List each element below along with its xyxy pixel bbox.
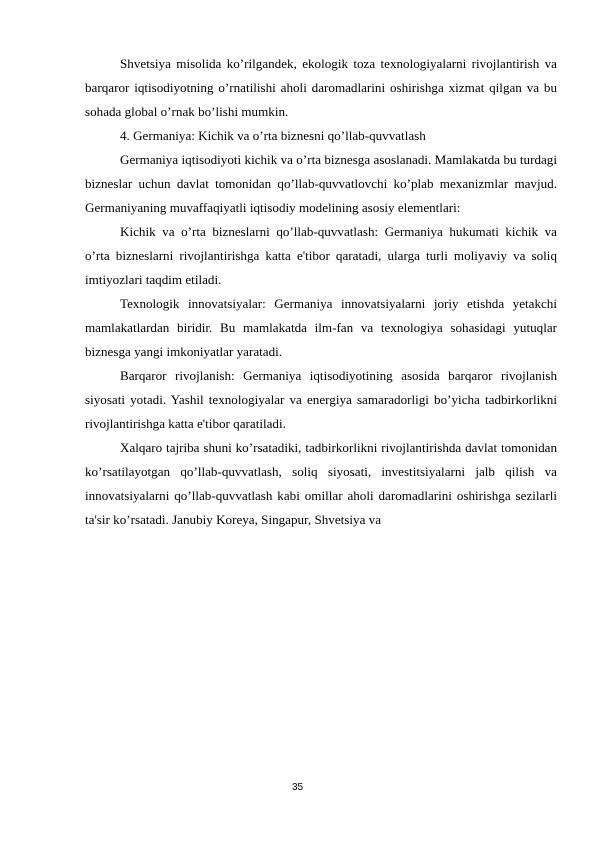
paragraph-sme-support: Kichik va o’rta bizneslarni qo’llab-quvvatlash: Germaniya hukumati kichik va o’rta bizneslarni rivojlantirishga katta e'tibor qaratadi, ularga turli moliyaviy va soliq imtiyozlari taqdim etiladi. bbox=[85, 224, 557, 287]
page-number: 35 bbox=[291, 782, 304, 793]
paragraph-sweden-conclusion: Shvetsiya misolida ko’rilgandek, ekologik toza texnologiyalarni rivojlantirish va barqaror iqtisodiyotning o’rnatilishi aholi daromadlarini oshirishga xizmat qilgan va bu sohada global o’rnak bo’lishi mumkin. bbox=[85, 56, 557, 119]
paragraph-tech-innovation: Texnologik innovatsiyalar: Germaniya innovatsiyalarni joriy etishda yetakchi mamlakatlardan biridir. Bu mamlakatda ilm-fan va texnologiya sohasidagi yutuqlar biznesga yangi imkoniyatlar yaratadi. bbox=[85, 296, 557, 359]
body-text bbox=[85, 52, 557, 532]
paragraph-sustainable-development: Barqaror rivojlanish: Germaniya iqtisodiyotining asosida barqaror rivojlanish siyosati yotadi. Yashil texnologiyalar va energiya samaradorligi bo’yicha tadbirkorlikni rivojlantirishga katta e'tibor qaratiladi. bbox=[85, 368, 557, 431]
paragraph-international-experience: Xalqaro tajriba shuni ko’rsatadiki, tadbirkorlikni rivojlantirishda davlat tomonidan ko’rsatilayotgan qo’llab-quvvatlash, soliq siyosati, investitsiyalarni jalb qilish va innovatsiyalarni qo’llab-quvvatlash kabi omillar aholi daromadlarini oshirishga sezilarli ta'sir ko’rsatadi. Janubiy Koreya, Singapur, Shvetsiya va bbox=[85, 440, 557, 527]
section-heading-germany: 4. Germaniya: Kichik va o’rta biznesni qo’llab-quvvatlash bbox=[120, 128, 426, 143]
paragraph-germany-intro: Germaniya iqtisodiyoti kichik va o’rta biznesga asoslanadi. Mamlakatda bu turdagi bizneslar uchun davlat tomonidan qo’llab-quvvatlovchi ko’plab mexanizmlar mavjud. Germaniyaning muvaffaqiyatli iqtisodiy modelining asosiy elementlari: bbox=[85, 152, 557, 215]
